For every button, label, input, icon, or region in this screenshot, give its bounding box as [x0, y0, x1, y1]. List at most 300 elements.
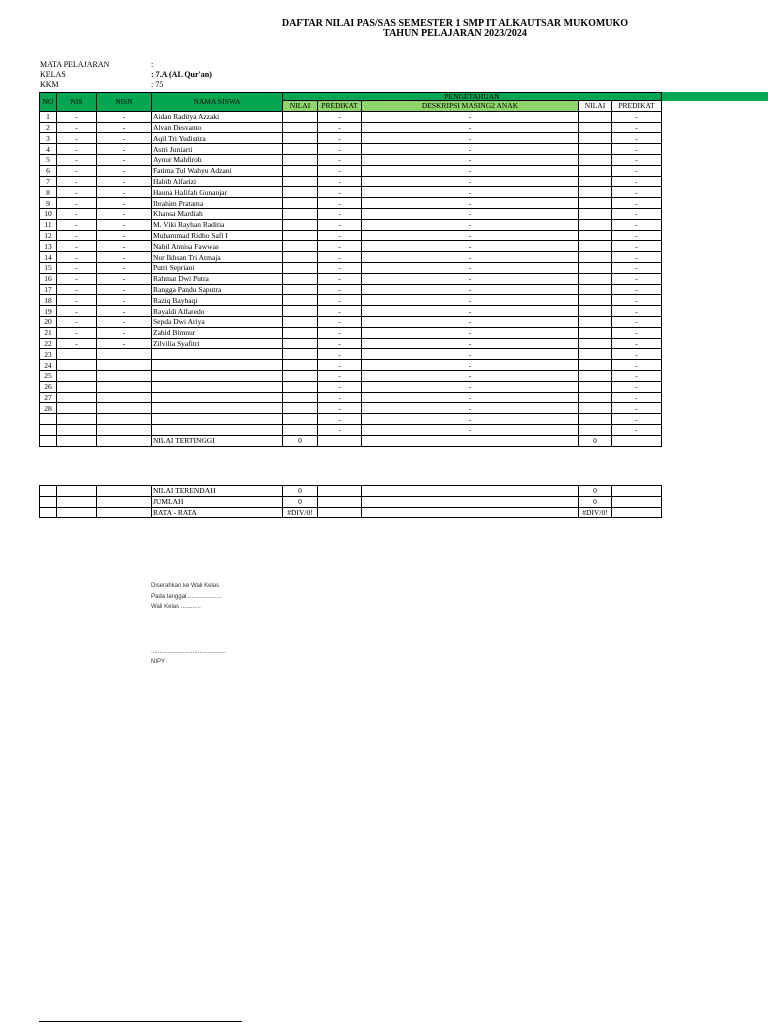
summary-table [39, 485, 662, 518]
table-row [40, 252, 662, 263]
cell-deskripsi: - [362, 273, 579, 284]
cell-nilai [283, 306, 318, 317]
cell-nis [57, 381, 97, 392]
cell-predikat: - [318, 403, 362, 414]
cell-predikat: - [318, 360, 362, 371]
cell-predikat2: - [612, 219, 662, 230]
cell-nilai2 [579, 252, 612, 263]
table-row [40, 262, 662, 273]
cell-no: 14 [40, 252, 57, 263]
cell-deskripsi: - [362, 262, 579, 273]
cell-predikat: - [318, 306, 362, 317]
cell-nilai [283, 381, 318, 392]
cell-nis [57, 403, 97, 414]
cell-predikat: - [318, 230, 362, 241]
cell-deskripsi: - [362, 306, 579, 317]
table-row [40, 295, 662, 306]
cell-nilai [283, 219, 318, 230]
table-row [40, 176, 662, 187]
cell-nilai2 [579, 219, 612, 230]
table-row [40, 230, 662, 241]
cell-nisn [97, 392, 152, 403]
cell-no: 23 [40, 349, 57, 360]
cell-predikat: - [318, 349, 362, 360]
cell-nama: Astri Juniarti [152, 144, 283, 155]
cell-nis: - [57, 144, 97, 155]
cell-predikat2: - [612, 370, 662, 381]
cell-no: 12 [40, 230, 57, 241]
cell-nis: - [57, 306, 97, 317]
header-nilai: NILAI [283, 101, 318, 112]
cell-deskripsi: - [362, 144, 579, 155]
cell-deskripsi: - [362, 360, 579, 371]
cell-nilai [283, 208, 318, 219]
cell-nisn: - [97, 219, 152, 230]
cell-nisn: - [97, 241, 152, 252]
cell-no: 11 [40, 219, 57, 230]
kelas-label: KELAS [40, 70, 66, 79]
footer-wali-kelas: Wali Kelas ............ [151, 604, 201, 610]
cell-nilai2 [579, 208, 612, 219]
table-row [40, 306, 662, 317]
cell-nilai [283, 316, 318, 327]
table-row [40, 284, 662, 295]
cell-nilai2 [579, 295, 612, 306]
cell-nilai [283, 198, 318, 209]
cell-no: 17 [40, 284, 57, 295]
cell-nis: - [57, 187, 97, 198]
table-row [40, 414, 662, 425]
cell-nis: - [57, 273, 97, 284]
cell-nisn: - [97, 338, 152, 349]
cell-deskripsi: - [362, 230, 579, 241]
cell-predikat: - [318, 262, 362, 273]
cell-nilai [283, 262, 318, 273]
cell-deskripsi: - [362, 176, 579, 187]
summary-nilai2: #DIV/0! [579, 507, 612, 518]
cell-no: 26 [40, 381, 57, 392]
header-nis: NIS [57, 93, 97, 112]
cell-no: 25 [40, 370, 57, 381]
cell-nilai [283, 122, 318, 133]
cell-deskripsi: - [362, 111, 579, 122]
cell-deskripsi: - [362, 133, 579, 144]
cell-nisn: - [97, 176, 152, 187]
cell-nisn [97, 360, 152, 371]
cell-predikat2: - [612, 252, 662, 263]
cell-nisn: - [97, 284, 152, 295]
summary-row [40, 496, 662, 507]
header-deskripsi: DESKRIPSI MASING2 ANAK [362, 101, 579, 112]
cell-no [40, 414, 57, 425]
cell-nis: - [57, 284, 97, 295]
cell-nama [152, 370, 283, 381]
footer-signature-line: ............................................. [151, 649, 227, 655]
cell-nis [57, 414, 97, 425]
cell-no: 16 [40, 273, 57, 284]
cell-predikat: - [318, 316, 362, 327]
mapel-value: : [151, 60, 154, 69]
summary-nilai: 0 [283, 496, 318, 507]
cell-predikat2: - [612, 349, 662, 360]
cell-nilai2 [579, 230, 612, 241]
cell-no: 24 [40, 360, 57, 371]
header-predikat-2: PREDIKAT [612, 101, 662, 112]
cell-predikat2: - [612, 338, 662, 349]
cell-nis [57, 349, 97, 360]
cell-predikat2: - [612, 241, 662, 252]
table-row [40, 187, 662, 198]
header-extension-bar [660, 92, 768, 101]
cell-nilai2 [579, 392, 612, 403]
cell-predikat: - [318, 187, 362, 198]
table-row [40, 316, 662, 327]
cell-predikat2: - [612, 327, 662, 338]
cell-predikat: - [318, 198, 362, 209]
cell-nilai2 [579, 262, 612, 273]
table-row [40, 198, 662, 209]
cell-nis: - [57, 338, 97, 349]
cell-predikat: - [318, 370, 362, 381]
cell-predikat2: - [612, 295, 662, 306]
cell-predikat2: - [612, 381, 662, 392]
cell-no: 5 [40, 154, 57, 165]
cell-nama: Fatima Tul Wahyu Adzani [152, 165, 283, 176]
cell-no: 3 [40, 133, 57, 144]
cell-nama: Aynur Mahfiroh [152, 154, 283, 165]
cell-nisn [97, 381, 152, 392]
cell-predikat: - [318, 144, 362, 155]
cell-no: 15 [40, 262, 57, 273]
table-row [40, 370, 662, 381]
cell-nilai [283, 360, 318, 371]
cell-nilai [283, 241, 318, 252]
cell-predikat: - [318, 273, 362, 284]
cell-nama: Habib Alfarizi [152, 176, 283, 187]
table-row [40, 403, 662, 414]
table-row [40, 424, 662, 435]
cell-deskripsi: - [362, 316, 579, 327]
cell-nilai2 [579, 370, 612, 381]
cell-nilai2 [579, 424, 612, 435]
cell-nama: Ibrahim Pratama [152, 198, 283, 209]
table-row [40, 165, 662, 176]
cell-nisn [97, 424, 152, 435]
cell-predikat2: - [612, 165, 662, 176]
cell-no: 1 [40, 111, 57, 122]
summary-label: JUMLAH [152, 496, 283, 507]
cell-nilai [283, 424, 318, 435]
kkm-label: KKM [40, 80, 59, 89]
cell-nilai [283, 154, 318, 165]
cell-nama: Sepda Dwi Ariya [152, 316, 283, 327]
cell-deskripsi: - [362, 381, 579, 392]
cell-predikat2: - [612, 360, 662, 371]
cell-nilai [283, 327, 318, 338]
cell-no: 28 [40, 403, 57, 414]
table-row [40, 381, 662, 392]
cell-nilai [283, 252, 318, 263]
cell-nis: - [57, 154, 97, 165]
cell-no: 27 [40, 392, 57, 403]
cell-nilai [283, 230, 318, 241]
cell-nis [57, 392, 97, 403]
cell-nisn: - [97, 327, 152, 338]
cell-nilai2 [579, 144, 612, 155]
cell-nama: M. Viki Rayhan Raditia [152, 219, 283, 230]
cell-deskripsi: - [362, 414, 579, 425]
cell-predikat2: - [612, 154, 662, 165]
cell-predikat: - [318, 338, 362, 349]
cell-nilai [283, 144, 318, 155]
summary-nilai2: 0 [579, 496, 612, 507]
cell-nama: Aqil Tri Yudistira [152, 133, 283, 144]
cell-predikat2: - [612, 187, 662, 198]
cell-predikat: - [318, 381, 362, 392]
cell-predikat2: - [612, 208, 662, 219]
tertinggi-nilai-2: 0 [579, 435, 612, 446]
cell-predikat2: - [612, 392, 662, 403]
cell-predikat2: - [612, 414, 662, 425]
cell-deskripsi: - [362, 208, 579, 219]
cell-nama: Alvan Desvanto [152, 122, 283, 133]
cell-no: 8 [40, 187, 57, 198]
table-row [40, 392, 662, 403]
cell-predikat2: - [612, 230, 662, 241]
cell-no: 9 [40, 198, 57, 209]
cell-predikat: - [318, 122, 362, 133]
header-predikat: PREDIKAT [318, 101, 362, 112]
cell-nilai2 [579, 403, 612, 414]
cell-nilai2 [579, 111, 612, 122]
table-row [40, 338, 662, 349]
cell-nisn: - [97, 262, 152, 273]
cell-nama: Khansa Mardiah [152, 208, 283, 219]
document-subtitle: TAHUN PELAJARAN 2023/2024 [383, 28, 527, 39]
cell-nilai [283, 295, 318, 306]
mapel-label: MATA PELAJARAN [40, 60, 110, 69]
cell-no [40, 424, 57, 435]
header-pengetahuan: PENGETAHUAN [283, 93, 662, 101]
cell-nisn [97, 414, 152, 425]
cell-predikat2: - [612, 273, 662, 284]
cell-nama [152, 403, 283, 414]
cell-nisn: - [97, 273, 152, 284]
table-row [40, 219, 662, 230]
cell-nilai [283, 338, 318, 349]
cell-nama [152, 349, 283, 360]
tertinggi-row [40, 435, 662, 446]
cell-nisn [97, 349, 152, 360]
kkm-value: : 75 [151, 80, 164, 89]
cell-predikat: - [318, 414, 362, 425]
cell-predikat2: - [612, 144, 662, 155]
cell-no: 2 [40, 122, 57, 133]
cell-predikat2: - [612, 306, 662, 317]
table-row [40, 208, 662, 219]
cell-nama: Zilvilia Syafitri [152, 338, 283, 349]
cell-predikat: - [318, 241, 362, 252]
cell-nis: - [57, 219, 97, 230]
cell-nama [152, 360, 283, 371]
cell-nilai2 [579, 241, 612, 252]
cell-deskripsi: - [362, 284, 579, 295]
cell-nis [57, 424, 97, 435]
cell-nama [152, 414, 283, 425]
cell-nilai [283, 414, 318, 425]
summary-nilai2: 0 [579, 486, 612, 497]
cell-predikat: - [318, 295, 362, 306]
cell-no: 4 [40, 144, 57, 155]
cell-nis [57, 360, 97, 371]
cell-deskripsi: - [362, 327, 579, 338]
cell-nisn: - [97, 306, 152, 317]
cell-predikat: - [318, 252, 362, 263]
cell-nilai [283, 370, 318, 381]
cell-deskripsi: - [362, 392, 579, 403]
cell-nis: - [57, 165, 97, 176]
cell-nisn [97, 403, 152, 414]
cell-predikat2: - [612, 424, 662, 435]
summary-nilai: 0 [283, 486, 318, 497]
cell-nis: - [57, 208, 97, 219]
cell-no: 20 [40, 316, 57, 327]
cell-no: 10 [40, 208, 57, 219]
cell-nilai2 [579, 316, 612, 327]
cell-predikat: - [318, 111, 362, 122]
header-nilai-2: NILAI [579, 101, 612, 112]
cell-nisn: - [97, 133, 152, 144]
grades-table [39, 92, 662, 447]
cell-predikat2: - [612, 403, 662, 414]
cell-predikat: - [318, 327, 362, 338]
header-no: NO [40, 93, 57, 112]
summary-row [40, 486, 662, 497]
cell-predikat: - [318, 133, 362, 144]
cell-nama [152, 424, 283, 435]
cell-nilai [283, 349, 318, 360]
cell-nis: - [57, 316, 97, 327]
cell-nilai2 [579, 349, 612, 360]
cell-no: 21 [40, 327, 57, 338]
cell-predikat2: - [612, 122, 662, 133]
table-row [40, 327, 662, 338]
cell-nis: - [57, 176, 97, 187]
cell-nama: Putri Sepriani [152, 262, 283, 273]
cell-nis: - [57, 327, 97, 338]
cell-nilai2 [579, 414, 612, 425]
cell-predikat: - [318, 284, 362, 295]
cell-no: 18 [40, 295, 57, 306]
tertinggi-label: NILAI TERTINGGI [152, 435, 283, 446]
cell-deskripsi: - [362, 165, 579, 176]
cell-nisn [97, 370, 152, 381]
summary-label: NILAI TERENDAH [152, 486, 283, 497]
cell-nama [152, 381, 283, 392]
cell-nisn: - [97, 316, 152, 327]
cell-deskripsi: - [362, 403, 579, 414]
table-row [40, 241, 662, 252]
cell-nisn: - [97, 187, 152, 198]
cell-nilai2 [579, 165, 612, 176]
cell-nilai [283, 392, 318, 403]
cell-nilai2 [579, 381, 612, 392]
table-row [40, 133, 662, 144]
cell-nis: - [57, 262, 97, 273]
cell-nilai [283, 176, 318, 187]
cell-nama: Nur Ikhsan Tri Atmaja [152, 252, 283, 263]
cell-nilai [283, 284, 318, 295]
cell-deskripsi: - [362, 241, 579, 252]
cell-nama: Aidan Raditya Azzaki [152, 111, 283, 122]
cell-no: 22 [40, 338, 57, 349]
cell-nilai2 [579, 122, 612, 133]
cell-nisn: - [97, 230, 152, 241]
cell-nilai2 [579, 360, 612, 371]
cell-deskripsi: - [362, 295, 579, 306]
cell-nis [57, 370, 97, 381]
cell-deskripsi: - [362, 198, 579, 209]
cell-nis: - [57, 252, 97, 263]
cell-predikat: - [318, 424, 362, 435]
cell-nis: - [57, 111, 97, 122]
cell-deskripsi: - [362, 424, 579, 435]
cell-nama: Zahid Bimnur [152, 327, 283, 338]
cell-predikat2: - [612, 262, 662, 273]
cell-nisn: - [97, 252, 152, 263]
cell-deskripsi: - [362, 349, 579, 360]
table-row [40, 154, 662, 165]
cell-nis: - [57, 133, 97, 144]
table-row [40, 144, 662, 155]
table-row [40, 122, 662, 133]
document-title: DAFTAR NILAI PAS/SAS SEMESTER 1 SMP IT ALKAUTSAR MUKOMUKO [281, 18, 629, 29]
cell-predikat2: - [612, 111, 662, 122]
cell-predikat: - [318, 392, 362, 403]
cell-predikat2: - [612, 316, 662, 327]
cell-predikat: - [318, 165, 362, 176]
table-row [40, 360, 662, 371]
footer-diserahkan: Diserahkan ke Wali Kelas [151, 583, 220, 589]
cell-nilai2 [579, 187, 612, 198]
cell-nama: Rangga Pandu Saputra [152, 284, 283, 295]
cell-nis: - [57, 198, 97, 209]
cell-nis: - [57, 230, 97, 241]
cell-nilai2 [579, 198, 612, 209]
cell-nilai2 [579, 133, 612, 144]
kelas-value: : 7.A (AL Qur'an) [151, 70, 212, 79]
header-nama-siswa: NAMA SISWA [152, 93, 283, 112]
cell-deskripsi: - [362, 187, 579, 198]
cell-deskripsi: - [362, 370, 579, 381]
cell-nama: Rahmat Dwi Putra [152, 273, 283, 284]
cell-nilai [283, 165, 318, 176]
table-row [40, 349, 662, 360]
cell-nama: Raziq Bayhaqi [152, 295, 283, 306]
cell-deskripsi: - [362, 219, 579, 230]
cell-nilai2 [579, 338, 612, 349]
cell-no: 19 [40, 306, 57, 317]
summary-row [40, 507, 662, 518]
cell-nisn: - [97, 165, 152, 176]
cell-predikat: - [318, 154, 362, 165]
cell-nilai2 [579, 154, 612, 165]
cell-nama: Rayaldi Alfaredo [152, 306, 283, 317]
cell-nisn: - [97, 198, 152, 209]
cell-nilai [283, 133, 318, 144]
cell-predikat2: - [612, 284, 662, 295]
cell-predikat: - [318, 219, 362, 230]
